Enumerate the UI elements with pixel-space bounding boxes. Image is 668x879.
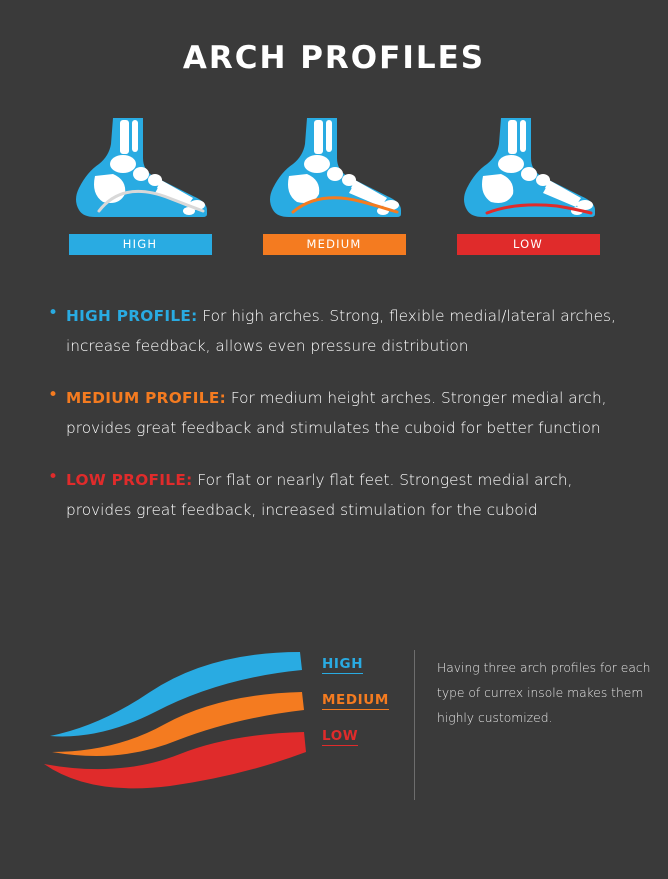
legend-item-low [322, 728, 408, 746]
legend-item-high [322, 656, 408, 674]
arch-curves-section [0, 640, 668, 830]
bullet-dot-icon: • [48, 385, 59, 405]
profile-description-medium [66, 383, 624, 443]
arch-profile-high-label: HIGH [69, 234, 212, 255]
arch-profile-high [55, 118, 225, 255]
bullet-dot-icon: • [48, 303, 59, 323]
legend-item-medium [322, 692, 408, 710]
arch-profile-low [443, 118, 613, 255]
legend-item-medium-label: MEDIUM [322, 692, 389, 708]
arch-profile-medium-label: MEDIUM [263, 234, 406, 255]
arch-curves-graphic [30, 640, 320, 810]
legend-item-low-label: LOW [322, 728, 359, 744]
arch-curves-legend [322, 656, 408, 764]
profile-description-medium-heading: MEDIUM PROFILE: [66, 389, 227, 407]
list-item [48, 301, 624, 361]
profile-description-list [0, 301, 668, 525]
legend-item-high-label: HIGH [322, 656, 364, 672]
arch-profile-medium [249, 118, 419, 255]
page-title: ARCH PROFILES [182, 40, 486, 76]
profile-description-high [66, 301, 624, 361]
foot-arch-high-icon [65, 118, 215, 218]
arch-profile-icons-row [0, 118, 668, 255]
profile-description-low-heading: LOW PROFILE: [66, 471, 193, 489]
bullet-dot-icon: • [48, 467, 59, 487]
foot-arch-low-icon [453, 118, 603, 218]
list-item [48, 465, 624, 525]
vertical-divider [414, 650, 415, 800]
profile-description-high-body: For high arches. Strong, flexible medial/lateral arches, increase feedback, allows even pressure distribution [66, 307, 616, 355]
profile-description-low-body: For flat or nearly flat feet. Strongest medial arch, provides great feedback, increased stimulation for the cuboid [66, 471, 573, 519]
arch-profile-low-label: LOW [457, 234, 600, 255]
profile-description-low [66, 465, 624, 525]
profile-description-medium-body: For medium height arches. Stronger medial arch, provides great feedback and stimulates the cuboid for better function [66, 389, 607, 437]
foot-arch-medium-icon [259, 118, 409, 218]
profile-description-high-heading: HIGH PROFILE: [66, 307, 198, 325]
list-item [48, 383, 624, 443]
footer-note: Having three arch profiles for each type of currex insole makes them highly customized. [437, 661, 651, 725]
